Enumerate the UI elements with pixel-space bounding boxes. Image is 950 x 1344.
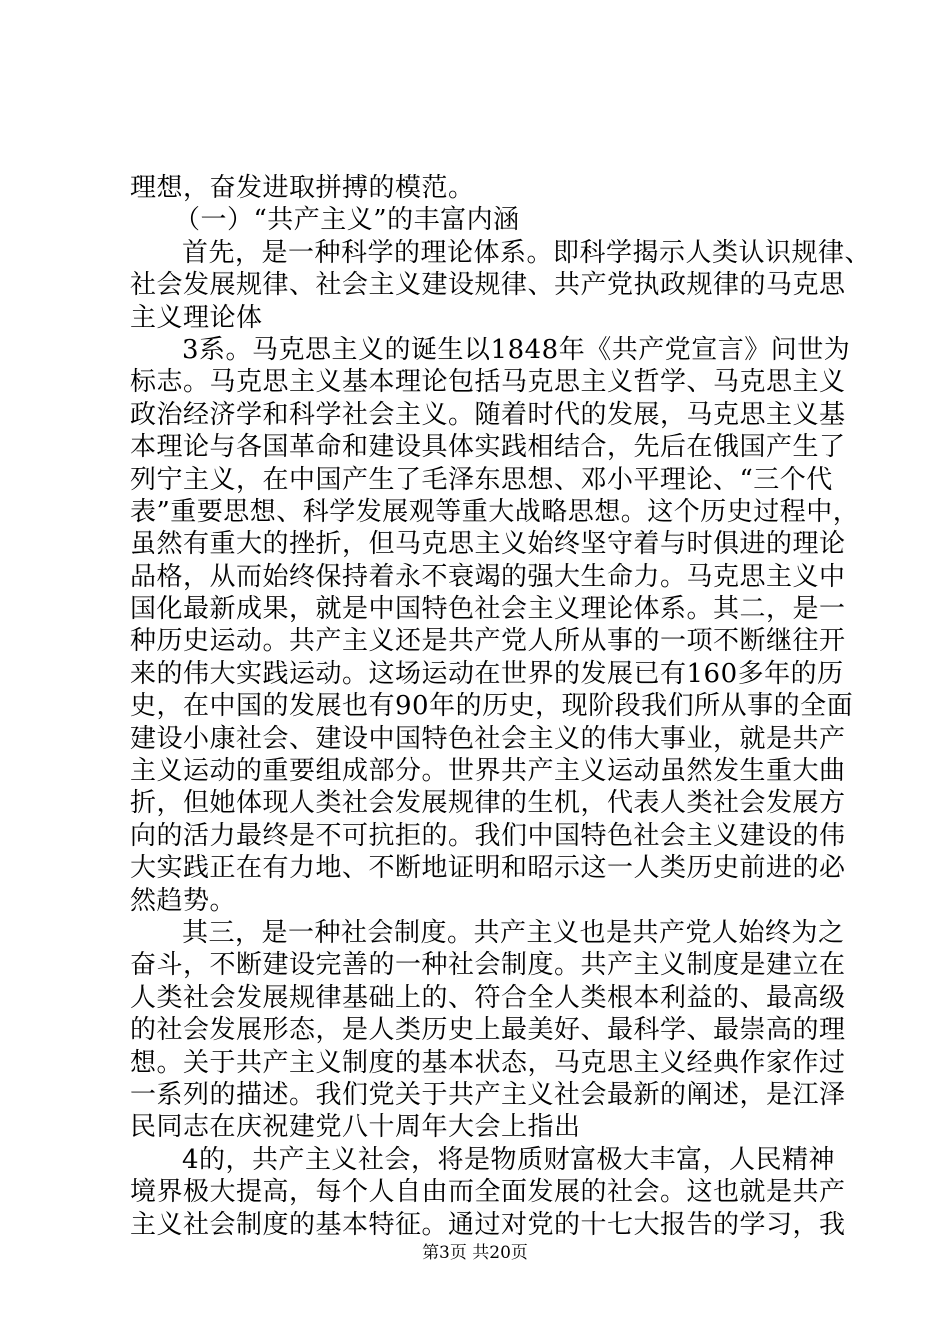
text-line: 人类社会发展规律基础上的、符合全人类根本利益的、最高级 [130, 982, 846, 1013]
text-line: 虽然有重大的挫折，但马克思主义始终坚守着与时俱进的理论 [130, 529, 846, 560]
text-line: 标志。马克思主义基本理论包括马克思主义哲学、马克思主义 [130, 367, 846, 398]
text-line: 的社会发展形态，是人类历史上最美好、最科学、最崇高的理 [130, 1015, 846, 1046]
text-line: 其三，是一种社会制度。共产主义也是共产党人始终为之 [182, 917, 845, 948]
text-line: 本理论与各国革命和建设具体实践相结合，先后在俄国产生了 [130, 432, 846, 463]
text-line: 想。关于共产主义制度的基本状态，马克思主义经典作家作过 [130, 1047, 846, 1078]
text-line: 列宁主义，在中国产生了毛泽东思想、邓小平理论、“三个代 [130, 464, 833, 495]
text-line: 社会发展规律、社会主义建设规律、共产党执政规律的马克思 [130, 270, 846, 301]
text-line: 折，但她体现人类社会发展规律的生机，代表人类社会发展方 [130, 788, 846, 819]
text-line: 向的活力最终是不可抗拒的。我们中国特色社会主义建设的伟 [130, 820, 846, 851]
text-line: 建设小康社会、建设中国特色社会主义的伟大事业，就是共产 [130, 723, 846, 754]
text-line: 3系。马克思主义的诞生以1848年《共产党宣言》问世为 [182, 334, 851, 365]
text-line: 品格，从而始终保持着永不衰竭的强大生命力。马克思主义中 [130, 561, 846, 592]
document-body [130, 172, 872, 1241]
text-line: 4的，共产主义社会，将是物质财富极大丰富，人民精神 [182, 1144, 836, 1175]
text-line: 一系列的描述。我们党关于共产主义社会最新的阐述，是江泽 [130, 1079, 846, 1110]
text-line: 主义理论体 [130, 302, 263, 333]
text-line: 政治经济学和科学社会主义。随着时代的发展，马克思主义基 [130, 399, 846, 430]
text-line: 大实践正在有力地、不断地证明和昭示这一人类历史前进的必 [130, 853, 846, 884]
text-line: 主义社会制度的基本特征。通过对党的十七大报告的学习，我 [130, 1209, 846, 1240]
text-line: 奋斗，不断建设完善的一种社会制度。共产主义制度是建立在 [130, 950, 846, 981]
text-line: 主义运动的重要组成部分。世界共产主义运动虽然发生重大曲 [130, 756, 846, 787]
text-line: 史，在中国的发展也有90年的历史，现阶段我们所从事的全面 [130, 691, 854, 722]
text-line: 来的伟大实践运动。这场运动在世界的发展已有160多年的历 [130, 658, 844, 689]
text-line: 理想，奋发进取拼搏的模范。 [130, 173, 475, 203]
text-line: 首先，是一种科学的理论体系。即科学揭示人类认识规律、 [182, 237, 872, 268]
text-line: 种历史运动。共产主义还是共产党人所从事的一项不断继往开 [130, 626, 846, 657]
page-footer: 第3页 共20页 [422, 1243, 528, 1263]
text-line: 表”重要思想、科学发展观等重大战略思想。这个历史过程中， [130, 496, 860, 527]
text-line: 国化最新成果，就是中国特色社会主义理论体系。其二，是一 [130, 594, 846, 625]
text-line: 境界极大提高，每个人自由而全面发展的社会。这也就是共产 [130, 1177, 846, 1208]
text-line: 然趋势。 [130, 885, 237, 916]
section-heading: （一）“共产主义”的丰富内涵 [174, 205, 520, 236]
text-line: 民同志在庆祝建党八十周年大会上指出 [130, 1112, 581, 1143]
